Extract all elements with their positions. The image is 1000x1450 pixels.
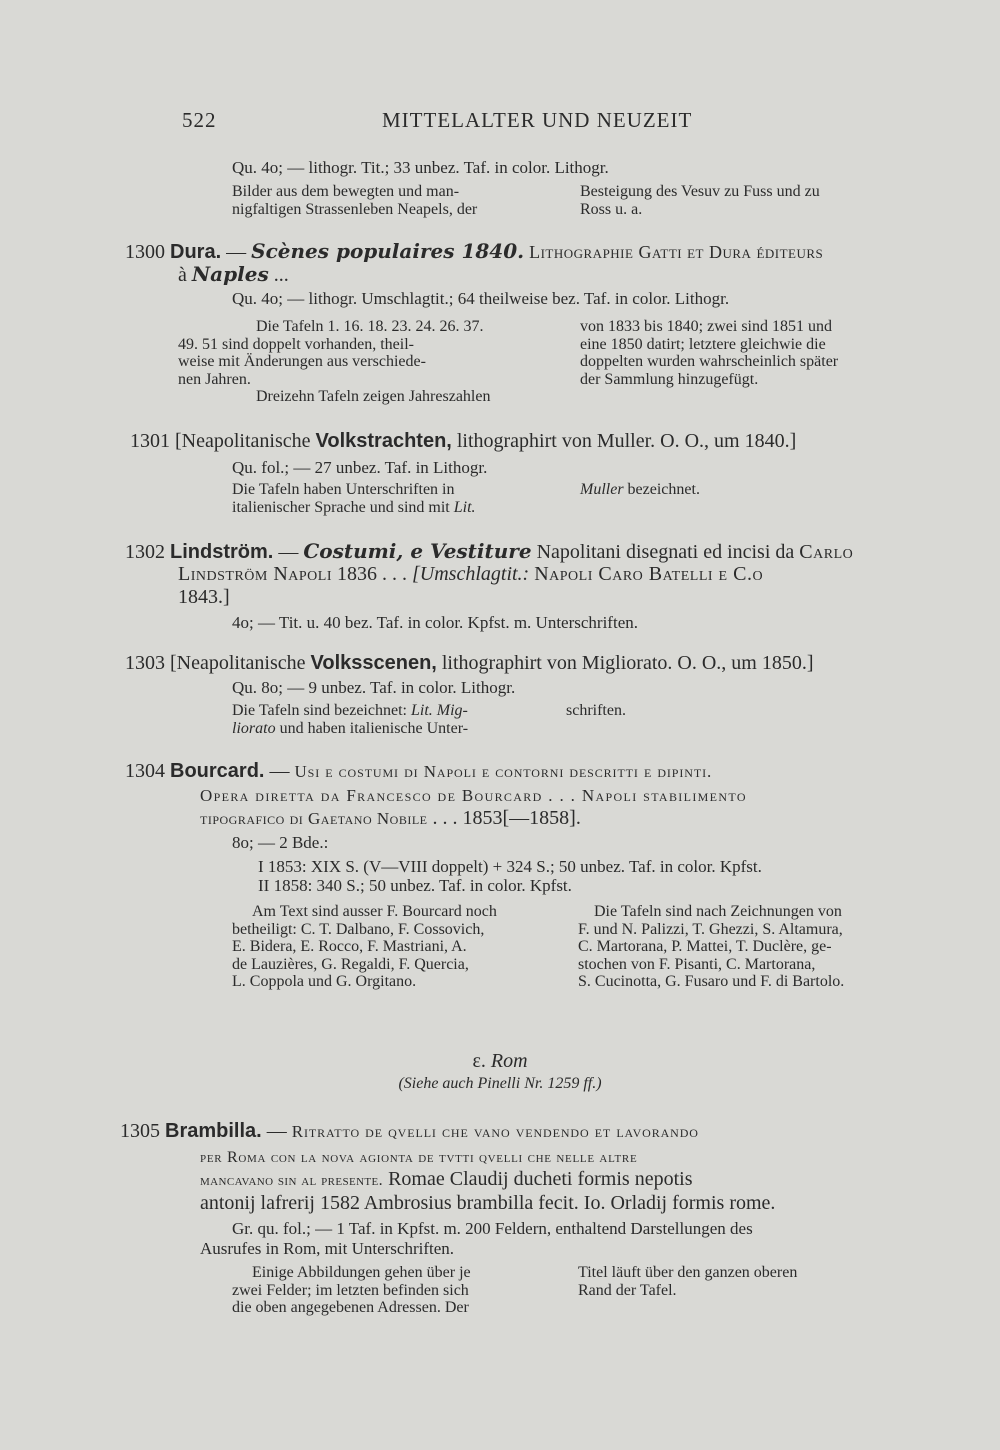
note-line: Die Tafeln sind nach Zeichnungen von — [594, 903, 842, 920]
note-line: nigfaltigen Strassenleben Neapels, der — [232, 200, 478, 218]
note-right — [580, 481, 898, 499]
volume-line: II 1858: 340 S.; 50 unbez. Taf. in color. Kpfst. — [258, 876, 572, 895]
text: lithographirt von Muller. O. O., um 1840.] — [456, 430, 797, 452]
title-blackletter: Scènes populaires 1840. — [251, 239, 525, 263]
publisher-smallcaps: Napoli Caro Batelli e C.o — [534, 563, 764, 585]
entry-number: 1301 — [130, 430, 170, 452]
title-blackletter: Costumi, e Vestiture — [303, 539, 532, 563]
section-heading — [0, 1050, 1000, 1073]
entry-title-bold: Volksscenen, — [310, 652, 437, 674]
note-line: 49. 51 sind doppelt vorhanden, theil- — [178, 335, 414, 353]
entry-1303-heading — [125, 652, 814, 674]
name-smallcaps: Carlo — [799, 541, 854, 563]
note-right — [578, 1264, 896, 1299]
note-line: schriften. — [566, 702, 626, 719]
entry-1300-heading — [125, 240, 823, 263]
note-right — [580, 183, 898, 218]
note-line: F. und N. Palizzi, T. Ghezzi, S. Altamura, — [578, 920, 843, 938]
spec-line: Qu. 8o; — 9 unbez. Taf. in color. Lithogr. — [232, 678, 516, 697]
text: lithographirt von Migliorato. O. O., um 1850.] — [441, 652, 814, 674]
title-smallcaps: Ritratto de qvelli che vano vendendo et lavorando — [291, 1122, 699, 1141]
italic-text: Lit. Mig- — [410, 702, 468, 719]
note-line: Ross u. a. — [580, 200, 643, 218]
note-line: Die Tafeln sind bezeichnet: — [232, 702, 407, 719]
note-right — [566, 702, 866, 720]
note-line: C. Martorana, P. Mattei, T. Duclère, ge- — [578, 938, 832, 956]
note-line: eine 1850 datirt; letztere gleichwie die — [580, 335, 826, 353]
note-line: S. Cucinotta, G. Fusaro und F. di Bartolo. — [578, 973, 845, 991]
entry-1304-heading-3 — [200, 807, 581, 830]
text: Romae Claudij ducheti formis nepotis — [388, 1168, 693, 1190]
note-line: Einige Abbildungen gehen über je — [252, 1264, 471, 1281]
note-right — [578, 903, 896, 991]
volume-line: I 1853: XIX S. (V—VIII doppelt) + 324 S.; 50 unbez. Taf. in color. Kpfst. — [258, 857, 762, 876]
name-smallcaps: Lindström Napoli — [178, 563, 332, 585]
note-line: de Lauzières, G. Regaldi, F. Quercia, — [232, 955, 469, 973]
entry-1302-heading — [125, 540, 853, 563]
section-title: Rom — [490, 1050, 528, 1072]
note-line: Die Tafeln haben Unterschriften in — [232, 481, 455, 498]
entry-1305-heading-2 — [200, 1145, 637, 1169]
note-line: Titel läuft über den ganzen oberen — [578, 1264, 798, 1281]
note-left — [232, 481, 562, 516]
running-title: MITTELALTER UND NEUZEIT — [382, 108, 693, 132]
entry-title-bold: Volkstrachten, — [315, 430, 452, 452]
dash: — — [266, 1120, 287, 1142]
entry-author: Bourcard. — [170, 760, 265, 782]
italic-text: liorato — [232, 719, 276, 737]
entry-1300-heading-2 — [178, 263, 289, 286]
spec-line: 4o; — Tit. u. 40 bez. Taf. in color. Kpfst. m. Unterschriften. — [232, 613, 638, 632]
note-line: die oben angegebenen Adressen. Der — [232, 1299, 469, 1317]
note-line: und haben italienische Unter- — [279, 719, 469, 737]
dash: — — [269, 760, 290, 782]
note-line: stochen von F. Pisanti, C. Martorana, — [578, 955, 816, 973]
artist-name: Muller — [580, 481, 624, 498]
entry-1302-heading-3: 1843.] — [178, 586, 230, 608]
section-note: (Siehe auch Pinelli Nr. 1259 ff.) — [398, 1075, 602, 1092]
dash: — — [226, 241, 247, 263]
note-line: bezeichnet. — [627, 481, 700, 498]
spec-line: Qu. 4o; — lithogr. Umschlagtit.; 64 theilweise bez. Taf. in color. Lithogr. — [232, 289, 730, 308]
text: [Neapolitanische — [175, 430, 311, 452]
note-line: von 1833 bis 1840; zwei sind 1851 und — [580, 318, 832, 335]
italic-abbrev: Lit. — [453, 498, 476, 516]
spec-line: Gr. qu. fol.; — 1 Taf. in Kpfst. m. 200 Feldern, enthaltend Darstellungen des — [232, 1219, 753, 1238]
note-line: Rand der Tafel. — [578, 1281, 677, 1299]
entry-author: Brambilla. — [165, 1120, 262, 1142]
title-smallcaps: Opera diretta da Francesco de Bourcard . . . Napoli stabilimento — [200, 786, 747, 805]
note-line: doppelten wurden wahrscheinlich später — [580, 353, 839, 371]
note-left — [232, 1264, 557, 1317]
entry-1305-heading-4: antonij lafrerij 1582 Ambrosius brambilla fecit. Io. Orladij formis rome. — [200, 1192, 776, 1214]
note-line: weise mit Änderungen aus verschiede- — [178, 353, 426, 371]
spec-line: Qu. 4o; — lithogr. Tit.; 33 unbez. Taf. in color. Lithogr. — [232, 158, 609, 177]
note-line: zwei Felder; im letzten befinden sich — [232, 1281, 469, 1299]
section-label: ε. — [472, 1050, 486, 1072]
publisher-smallcaps: Lithographie Gatti et Dura éditeurs — [529, 242, 824, 262]
entry-1304-heading-2 — [200, 784, 747, 807]
note-right — [580, 318, 898, 388]
note-line: der Sammlung hinzugefügt. — [580, 370, 759, 388]
spec-line: Qu. fol.; — 27 unbez. Taf. in Lithogr. — [232, 458, 488, 477]
entry-1301-heading — [130, 430, 796, 452]
note-line: Die Tafeln 1. 16. 18. 23. 24. 26. 37. — [256, 318, 484, 335]
italic-text: [Umschlagtit.: — [412, 563, 530, 585]
title-smallcaps: per Roma con la nova agionta de tvtti qvelli che nelle altre — [200, 1149, 638, 1166]
note-line: betheiligt: C. T. Dalbano, F. Cossovich, — [232, 920, 485, 938]
title-blackletter: Naples — [191, 262, 269, 286]
title-smallcaps: Usi e costumi di Napoli e contorni descritti e dipinti. — [294, 762, 713, 781]
text: 1836 . . . — [337, 563, 407, 585]
entry-1304-heading — [125, 760, 712, 783]
text: . . . 1853[—1858]. — [432, 807, 581, 829]
entry-number: 1305 — [120, 1120, 160, 1142]
entry-number: 1303 — [125, 652, 165, 674]
spec-line: 8o; — 2 Bde.: — [232, 833, 329, 852]
note-line: nen Jahren. — [178, 370, 251, 388]
spec-line: Ausrufes in Rom, mit Unterschriften. — [200, 1239, 455, 1258]
entry-number: 1302 — [125, 541, 165, 563]
text: à — [178, 264, 187, 286]
note-left — [232, 903, 557, 991]
text: ... — [273, 264, 289, 286]
entry-1302-heading-2 — [178, 563, 763, 585]
dash: — — [278, 541, 299, 563]
note-line: L. Coppola und G. Orgitano. — [232, 973, 417, 991]
entry-author: Lindström. — [170, 541, 274, 563]
title-smallcaps: mancavano sin al presente. — [200, 1172, 384, 1189]
entry-author: Dura. — [170, 241, 222, 263]
text: [Neapolitanische — [170, 652, 306, 674]
text: Napolitani disegnati ed incisi da — [536, 541, 795, 563]
entry-1305-heading — [120, 1120, 699, 1143]
entry-1305-heading-3 — [200, 1168, 692, 1192]
note-line: Bilder aus dem bewegten und man- — [232, 183, 460, 200]
note-line: Besteigung des Vesuv zu Fuss und zu — [580, 183, 820, 200]
note-line: italienischer Sprache und sind mit — [232, 498, 450, 516]
note-left — [178, 318, 556, 406]
entry-number: 1304 — [125, 760, 165, 782]
entry-number: 1300 — [125, 241, 165, 263]
publisher-smallcaps: tipografico di Gaetano Nobile — [200, 809, 428, 828]
note-line: Dreizehn Tafeln zeigen Jahreszahlen — [256, 388, 491, 406]
note-line: E. Bidera, E. Rocco, F. Mastriani, A. — [232, 938, 467, 956]
page-number: 522 — [182, 108, 217, 132]
note-left — [232, 183, 557, 218]
note-left — [232, 702, 557, 737]
note-line: Am Text sind ausser F. Bourcard noch — [252, 903, 497, 920]
